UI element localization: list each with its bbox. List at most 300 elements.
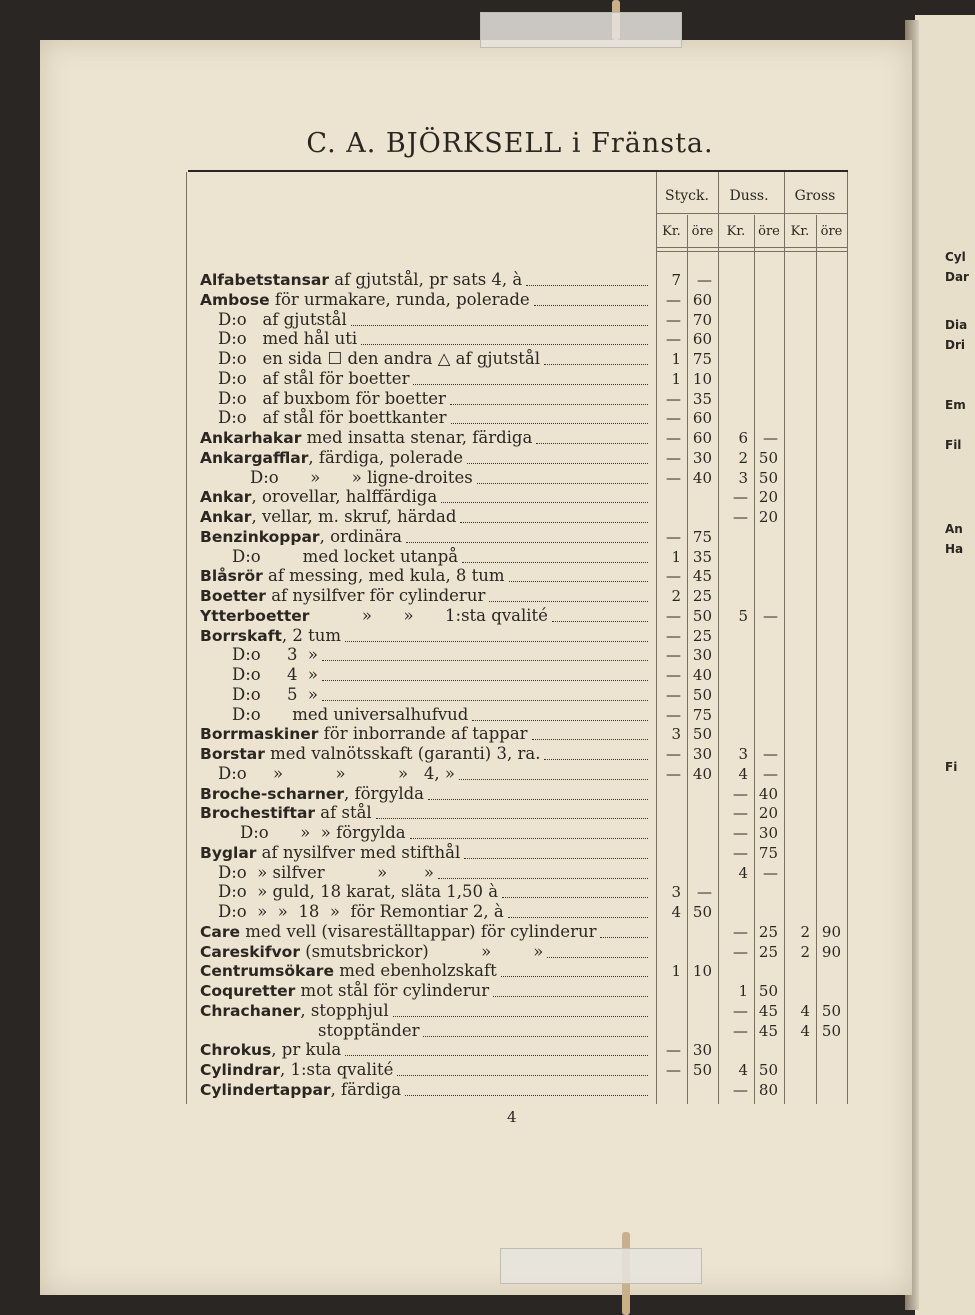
price-cell: 20 xyxy=(758,804,778,823)
item-text xyxy=(200,764,455,783)
list-item xyxy=(200,922,596,942)
list-item xyxy=(200,290,530,310)
item-name: Alfabetstansar xyxy=(200,271,329,289)
adjacent-page-text: Cyl xyxy=(945,250,966,264)
price-cell: — xyxy=(666,1061,681,1079)
price-cell: 3 xyxy=(738,745,748,763)
dot-leader xyxy=(547,957,648,958)
item-description: , 1:sta qvalité xyxy=(279,1060,394,1079)
dot-leader xyxy=(322,680,648,681)
list-item xyxy=(200,961,497,981)
item-name: Chrokus xyxy=(200,1041,272,1060)
price-cell: 40 xyxy=(692,764,712,783)
item-description: (smutsbrickor) » » xyxy=(299,941,544,961)
column-group-header: Duss. xyxy=(729,188,769,204)
dot-leader xyxy=(450,404,648,405)
item-text xyxy=(200,448,463,467)
item-description: D:o af buxbom för boetter xyxy=(218,388,446,408)
dot-leader xyxy=(544,364,648,365)
list-item xyxy=(200,1001,389,1021)
dot-leader xyxy=(322,700,648,701)
list-item xyxy=(200,685,318,705)
price-cell: — xyxy=(666,429,681,447)
price-cell: 25 xyxy=(758,922,778,941)
adjacent-page-text: Dri xyxy=(945,338,965,352)
dot-leader xyxy=(472,720,648,721)
item-text xyxy=(200,843,460,862)
price-cell: 50 xyxy=(821,1001,841,1020)
item-description: D:o af gjutstål xyxy=(218,309,347,329)
column-unit-header: Kr. xyxy=(726,224,746,239)
clip-band-top xyxy=(480,12,682,48)
column-unit-header: öre xyxy=(820,224,843,239)
header-rule xyxy=(656,213,848,214)
item-text xyxy=(200,981,489,1000)
item-name: Benzinkoppar xyxy=(200,527,320,546)
item-text xyxy=(200,705,468,724)
list-item xyxy=(200,487,437,507)
list-item xyxy=(200,349,540,369)
price-cell: — xyxy=(666,389,681,408)
price-cell: 50 xyxy=(692,903,712,921)
column-group-header: Gross xyxy=(794,188,836,204)
item-text xyxy=(200,310,347,329)
page-number: 4 xyxy=(507,1108,517,1126)
title-rule xyxy=(188,170,848,172)
item-description: D:o 5 » xyxy=(232,684,319,704)
column-rule xyxy=(754,215,755,1104)
item-name: Centrumsökare xyxy=(200,962,334,981)
price-cell: 30 xyxy=(692,448,712,467)
item-description: D:o » » förgylda xyxy=(240,823,406,842)
column-unit-header: öre xyxy=(758,224,780,239)
adjacent-page-text: Ha xyxy=(945,542,964,556)
dot-leader xyxy=(600,937,648,938)
item-text xyxy=(200,389,446,408)
item-description: med insatta stenar, färdiga xyxy=(301,428,533,447)
item-text xyxy=(200,1060,393,1079)
item-text xyxy=(200,428,532,447)
price-cell: 50 xyxy=(692,725,712,744)
item-text xyxy=(200,408,447,427)
dot-leader xyxy=(508,917,648,918)
price-cell: 60 xyxy=(692,290,712,309)
dot-leader xyxy=(438,878,648,879)
item-description: D:o med locket utanpå xyxy=(232,546,459,566)
item-description: af gjutstål, pr sats 4, à xyxy=(329,270,523,289)
price-cell: — xyxy=(763,606,778,625)
price-cell: — xyxy=(666,646,681,665)
item-description: D:o af stål för boettkanter xyxy=(218,408,447,428)
price-cell: 4 xyxy=(800,1001,810,1020)
list-item xyxy=(200,527,402,547)
price-cell: 50 xyxy=(692,1061,712,1079)
price-cell: — xyxy=(666,330,681,349)
item-text xyxy=(200,1080,401,1099)
column-rule xyxy=(656,172,657,1104)
item-description: D:o med universalhufvud xyxy=(232,704,469,724)
price-cell: 1 xyxy=(671,547,681,566)
price-cell: — xyxy=(733,824,748,842)
price-cell: — xyxy=(733,784,748,803)
item-name: Coquretter xyxy=(200,982,296,1000)
item-description: , förgylda xyxy=(344,783,425,803)
dot-leader xyxy=(544,759,648,760)
price-cell: — xyxy=(666,666,681,684)
list-item xyxy=(200,389,446,409)
item-name: Borstar xyxy=(200,745,265,763)
price-cell: 1 xyxy=(738,982,748,1000)
column-unit-header: Kr. xyxy=(662,224,681,239)
dot-leader xyxy=(405,1095,648,1096)
dot-leader xyxy=(428,799,648,800)
price-cell: 10 xyxy=(692,369,712,388)
dot-leader xyxy=(393,1016,648,1017)
adjacent-page-text: Em xyxy=(945,398,966,412)
item-text xyxy=(200,369,409,388)
price-cell: 50 xyxy=(692,685,712,704)
price-cell: — xyxy=(733,843,748,862)
item-description: stopptänder xyxy=(318,1020,420,1040)
price-cell: — xyxy=(733,508,748,526)
adjacent-page xyxy=(915,15,975,1315)
item-text xyxy=(200,468,473,487)
item-description: D:o med hål uti xyxy=(218,329,358,349)
dot-leader xyxy=(467,463,648,464)
dot-leader xyxy=(460,522,648,523)
price-cell: 75 xyxy=(692,527,712,546)
list-item xyxy=(200,626,341,646)
price-cell: 30 xyxy=(758,824,778,842)
item-text xyxy=(200,1021,419,1040)
price-cell: 2 xyxy=(800,922,810,941)
item-description: med vell (visareställtappar) för cylinderur xyxy=(240,921,597,941)
item-text xyxy=(200,863,434,882)
dot-leader xyxy=(493,996,648,997)
item-text xyxy=(200,290,530,309)
list-item xyxy=(200,606,548,626)
list-item xyxy=(200,645,318,665)
item-name: Ankargafflar xyxy=(200,448,309,467)
price-cell: 30 xyxy=(692,1041,712,1060)
price-cell: 1 xyxy=(671,962,681,981)
header-rule xyxy=(656,247,848,248)
clip-band-bottom xyxy=(500,1248,702,1284)
price-cell: 35 xyxy=(692,547,712,566)
item-description: D:o 3 » xyxy=(232,645,319,665)
price-cell: — xyxy=(733,942,748,961)
item-text xyxy=(200,1040,341,1059)
item-description: D:o en sida ☐ den andra △ af gjutstål xyxy=(218,349,540,368)
item-name: Cylindertappar xyxy=(200,1080,331,1099)
price-cell: 50 xyxy=(758,1061,778,1079)
dot-leader xyxy=(441,502,648,503)
dot-leader xyxy=(477,483,648,484)
price-cell: — xyxy=(666,310,681,329)
header-rule xyxy=(656,251,848,252)
price-cell: 40 xyxy=(692,666,712,684)
price-cell: — xyxy=(666,409,681,428)
dot-leader xyxy=(423,1036,648,1037)
price-cell: 50 xyxy=(692,606,712,625)
item-text xyxy=(200,547,458,566)
page-title: C. A. BJÖRKSELL i Fränsta. xyxy=(306,128,714,159)
item-text xyxy=(200,724,528,743)
item-description: af stål xyxy=(315,803,372,823)
list-item xyxy=(200,764,455,784)
dot-leader xyxy=(361,344,648,345)
item-description: D:o af stål för boetter xyxy=(218,368,410,388)
item-text xyxy=(200,606,548,625)
dot-leader xyxy=(406,542,648,543)
item-description: af messing, med kula, 8 tum xyxy=(262,566,505,586)
item-description: med valnötsskaft (garanti) 3, ra. xyxy=(264,744,541,763)
item-description: , färdiga xyxy=(330,1079,402,1099)
item-text xyxy=(200,784,424,803)
item-text xyxy=(200,586,485,605)
item-text xyxy=(200,902,504,921)
price-cell: — xyxy=(733,922,748,941)
price-cell: 20 xyxy=(758,508,778,526)
dot-leader xyxy=(464,858,648,859)
price-cell: — xyxy=(733,804,748,823)
price-cell: — xyxy=(733,1021,748,1040)
price-cell: 50 xyxy=(758,468,778,487)
dot-leader xyxy=(397,1075,648,1076)
price-cell: 3 xyxy=(738,468,748,487)
price-cell: 4 xyxy=(800,1021,810,1040)
price-cell: — xyxy=(666,764,681,783)
item-text xyxy=(200,270,522,289)
item-text xyxy=(200,1001,389,1020)
price-cell: 1 xyxy=(671,350,681,368)
item-description: , ordinära xyxy=(319,526,402,546)
item-name: Careskifvor xyxy=(200,942,300,961)
price-cell: 50 xyxy=(821,1021,841,1040)
dot-leader xyxy=(351,325,648,326)
dot-leader xyxy=(532,739,648,740)
dot-leader xyxy=(459,779,648,780)
item-text xyxy=(200,922,596,941)
item-name: Broche-scharner xyxy=(200,784,345,803)
price-cell: — xyxy=(733,488,748,507)
price-cell: 75 xyxy=(692,705,712,724)
item-text xyxy=(200,507,456,526)
item-description: , 2 tum xyxy=(281,625,342,645)
item-description: » » 1:sta qvalité xyxy=(309,605,548,625)
price-cell: 2 xyxy=(800,942,810,961)
item-description: D:o » » ligne-droites xyxy=(250,467,473,487)
column-rule xyxy=(784,172,785,1104)
adjacent-page-text: Dar xyxy=(945,270,969,284)
list-item xyxy=(200,586,485,606)
dot-leader xyxy=(345,1055,648,1056)
dot-leader xyxy=(509,581,648,582)
price-cell: 1 xyxy=(671,369,681,388)
price-cell: 45 xyxy=(692,567,712,586)
price-cell: 4 xyxy=(738,764,748,783)
table-left-border xyxy=(186,172,187,1104)
column-rule xyxy=(816,215,817,1104)
item-text xyxy=(200,744,540,763)
item-description: af nysilfver med stifthål xyxy=(256,842,461,862)
column-unit-header: Kr. xyxy=(790,224,810,239)
item-name: Byglar xyxy=(200,843,257,862)
item-description: med ebenholzskaft xyxy=(333,961,497,981)
list-item xyxy=(200,942,543,962)
adjacent-page-text: Fil xyxy=(945,438,962,452)
list-item xyxy=(200,1040,341,1060)
item-text xyxy=(200,882,498,901)
dot-leader xyxy=(413,384,648,385)
item-name: Blåsrör xyxy=(200,567,263,586)
dot-leader xyxy=(502,897,648,898)
price-cell: 75 xyxy=(758,843,778,862)
item-name: Chrachaner xyxy=(200,1001,301,1020)
list-item xyxy=(200,863,434,883)
item-name: Ytterboetter xyxy=(200,606,310,625)
price-cell: 5 xyxy=(738,606,748,625)
item-description: D:o » silfver » » xyxy=(218,862,435,882)
price-cell: — xyxy=(666,290,681,309)
dot-leader xyxy=(489,601,648,602)
price-cell: — xyxy=(763,745,778,763)
dot-leader xyxy=(410,838,648,839)
list-item xyxy=(200,902,504,922)
column-rule xyxy=(718,172,719,1104)
list-item xyxy=(200,705,468,725)
item-description: för inborrande af tappar xyxy=(318,724,528,744)
adjacent-page-text: An xyxy=(945,522,963,536)
item-text xyxy=(200,645,318,664)
adjacent-page-text: Fi xyxy=(945,760,958,774)
price-cell: 7 xyxy=(671,271,681,289)
item-name: Care xyxy=(200,922,240,941)
price-cell: 40 xyxy=(692,468,712,487)
price-cell: 45 xyxy=(758,1021,778,1040)
item-text xyxy=(200,527,402,546)
list-item xyxy=(200,547,458,567)
price-cell: 3 xyxy=(671,725,681,744)
item-description: af nysilfver för cylinderur xyxy=(265,586,486,605)
item-description: , orovellar, halffärdiga xyxy=(251,487,438,507)
item-text xyxy=(200,803,372,822)
column-unit-header: öre xyxy=(691,224,714,239)
list-item xyxy=(200,1021,419,1041)
item-name: Ankarhakar xyxy=(200,429,302,447)
dot-leader xyxy=(526,285,648,286)
price-cell: 20 xyxy=(758,488,778,507)
list-item xyxy=(200,448,463,468)
list-item xyxy=(200,329,357,349)
price-cell: — xyxy=(763,429,778,447)
price-cell: 80 xyxy=(758,1080,778,1099)
item-description: för urmakare, runda, polerade xyxy=(269,289,530,309)
price-cell: 10 xyxy=(692,962,712,981)
price-cell: 50 xyxy=(758,448,778,467)
list-item xyxy=(200,803,372,823)
column-rule xyxy=(687,215,688,1104)
price-cell: — xyxy=(666,685,681,704)
item-description: mot stål för cylinderur xyxy=(295,981,490,1000)
item-name: Ankar xyxy=(200,488,252,507)
price-cell: 90 xyxy=(821,942,841,961)
price-cell: 35 xyxy=(692,389,712,408)
item-text xyxy=(200,685,318,704)
price-cell: 75 xyxy=(692,350,712,368)
item-description: D:o 4 » xyxy=(232,665,319,684)
price-cell: — xyxy=(666,567,681,586)
dot-leader xyxy=(345,641,648,642)
list-item xyxy=(200,507,456,527)
list-item xyxy=(200,1080,401,1100)
list-item xyxy=(200,566,505,586)
list-item xyxy=(200,369,409,389)
dot-leader xyxy=(322,660,648,661)
item-name: Boetter xyxy=(200,587,266,605)
price-cell: 6 xyxy=(738,429,748,447)
list-item xyxy=(200,1060,393,1080)
item-name: Brochestiftar xyxy=(200,804,316,823)
item-name: Borrmaskiner xyxy=(200,725,319,744)
column-rule xyxy=(847,172,848,1104)
price-cell: 3 xyxy=(671,883,681,902)
item-name: Ambose xyxy=(200,290,270,309)
item-description: , stopphjul xyxy=(300,1000,389,1020)
list-item xyxy=(200,981,489,1001)
list-item xyxy=(200,408,447,428)
price-cell: — xyxy=(733,1080,748,1099)
item-text xyxy=(200,942,543,961)
price-cell: — xyxy=(733,1001,748,1020)
price-cell: 70 xyxy=(692,310,712,329)
price-cell: — xyxy=(666,448,681,467)
item-text xyxy=(200,487,437,506)
item-text xyxy=(200,329,357,348)
price-cell: 4 xyxy=(738,1061,748,1079)
price-cell: 2 xyxy=(671,587,681,605)
item-description: D:o » » 18 » för Remontiar 2, à xyxy=(218,902,504,921)
adjacent-page-text: Dia xyxy=(945,318,968,332)
item-name: Cylindrar xyxy=(200,1061,280,1079)
price-cell: 60 xyxy=(692,429,712,447)
price-cell: — xyxy=(763,764,778,783)
price-cell: 25 xyxy=(692,626,712,645)
price-cell: 40 xyxy=(758,784,778,803)
price-cell: — xyxy=(763,863,778,882)
item-description: D:o » guld, 18 karat, släta 1,50 à xyxy=(218,882,499,902)
list-item xyxy=(200,665,318,685)
item-text xyxy=(200,665,318,684)
item-description: D:o » » » 4, » xyxy=(218,763,455,783)
price-cell: — xyxy=(666,745,681,763)
dot-leader xyxy=(501,976,648,977)
price-cell: — xyxy=(697,271,712,289)
price-cell: 4 xyxy=(671,903,681,921)
price-cell: — xyxy=(666,468,681,487)
list-item xyxy=(200,784,424,804)
dot-leader xyxy=(536,443,648,444)
list-item xyxy=(200,468,473,488)
list-item xyxy=(200,744,540,764)
dot-leader xyxy=(451,423,648,424)
price-cell: 45 xyxy=(758,1001,778,1020)
price-cell: 60 xyxy=(692,330,712,349)
item-text xyxy=(200,349,540,368)
item-text xyxy=(200,626,341,645)
dot-leader xyxy=(462,562,648,563)
list-item xyxy=(200,428,532,448)
